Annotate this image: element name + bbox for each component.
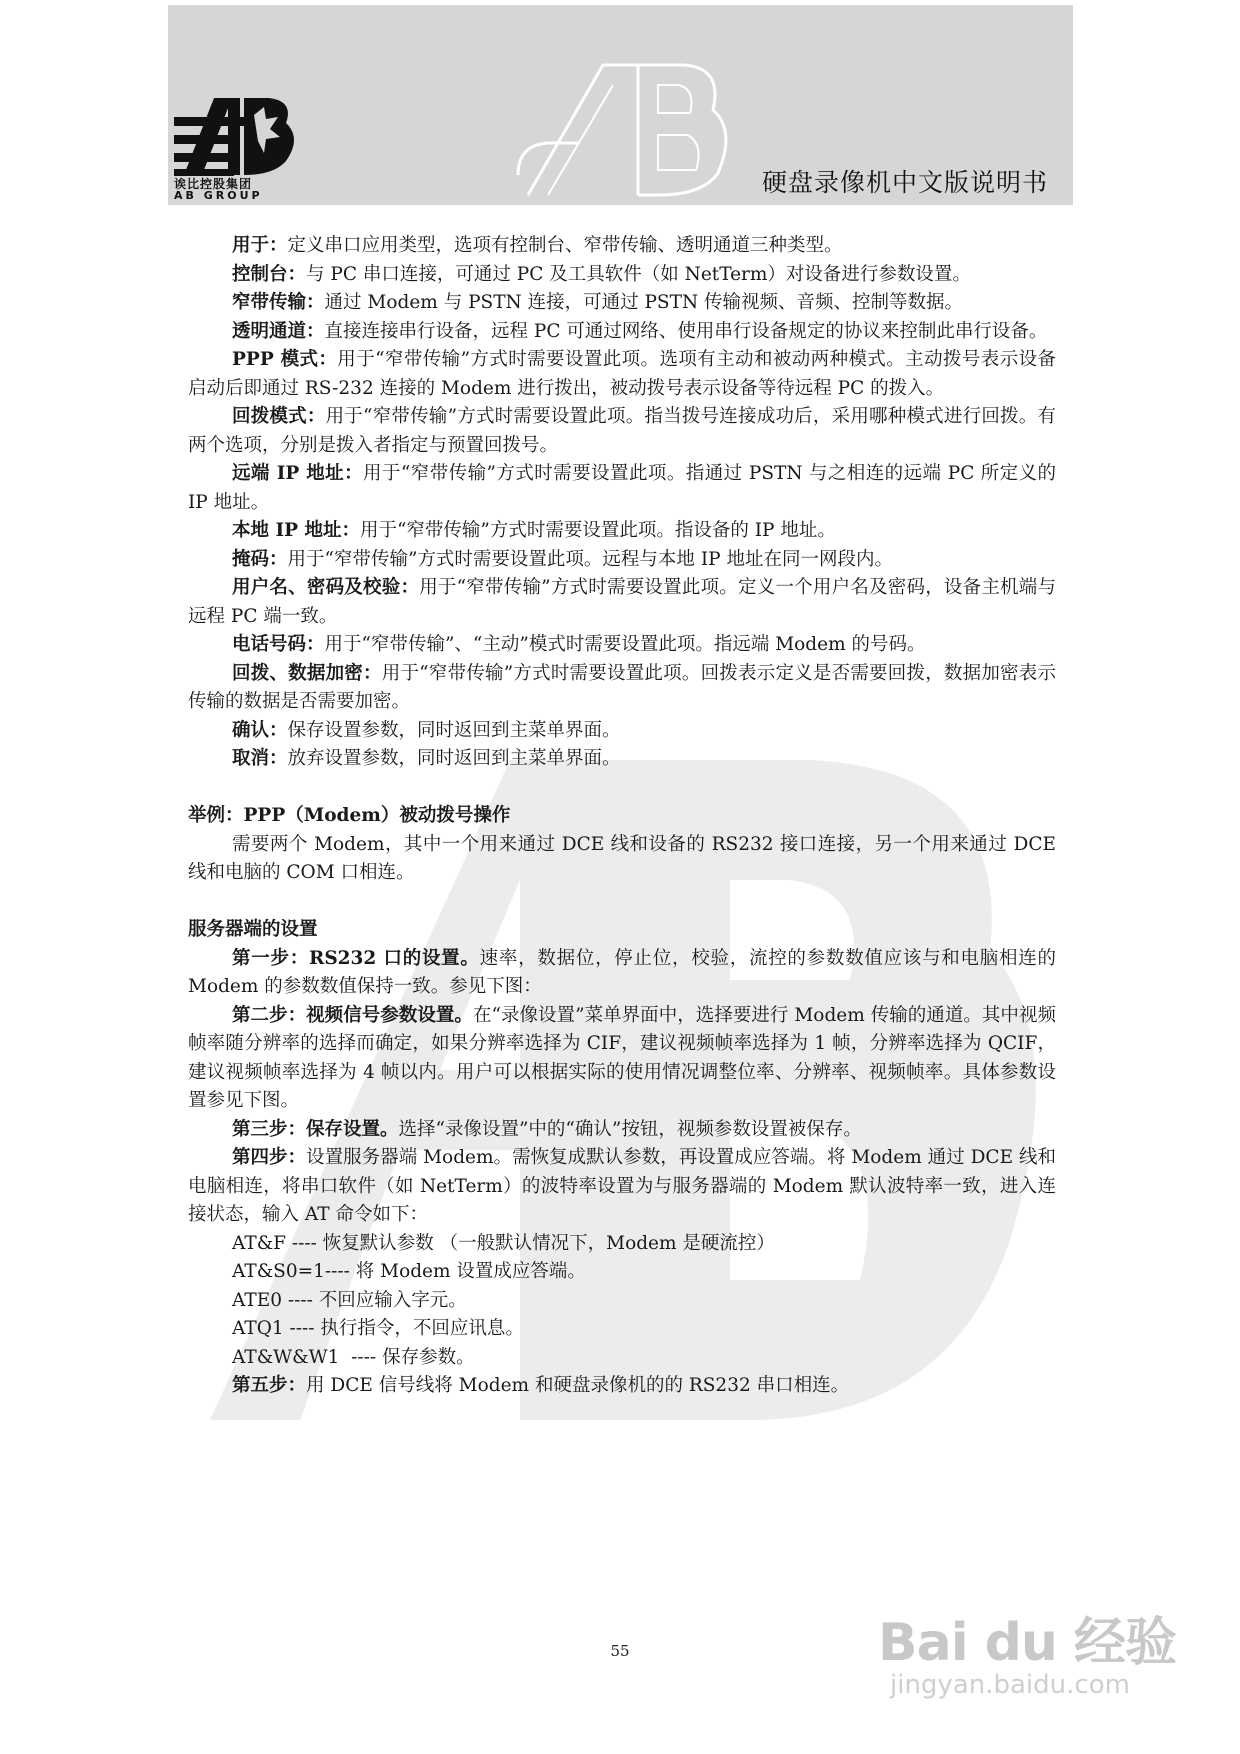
paragraph-label: 第四步：	[232, 1147, 307, 1168]
paragraph-text: 需要两个 Modem，其中一个用来通过 DCE 线和设备的 RS232 接口连接，另一个用来通过 DCE 线和电脑的 COM 口相连。	[188, 833, 1056, 883]
paragraph-text: 用于“窄带传输”方式时需要设置此项。指通过 PSTN 与之相连的远端 PC 所定义的 IP 地址。	[188, 463, 1056, 513]
paragraph-text: 直接连接串行设备，远程 PC 可通过网络、使用串行设备规定的协议来控制此串行设备。	[324, 320, 1048, 342]
logo-english-name: AB GROUP	[174, 189, 263, 202]
paragraph	[188, 261, 1056, 290]
logo-chinese-name: 诶比控股集团	[174, 177, 253, 191]
page-number: 55	[610, 1642, 630, 1660]
paragraph-label: 取消：	[232, 748, 288, 769]
paragraph-text: 用于“窄带传输”方式时需要设置此项。远程与本地 IP 地址在同一网段内。	[287, 548, 893, 570]
paragraph	[188, 232, 1056, 261]
paragraph	[188, 717, 1056, 746]
paragraph	[188, 1002, 1056, 1116]
paragraph-text: 速率，数据位，停止位，校验，流控的参数数值应该与和电脑相连的 Modem 的参数数值保持一致。参见下图：	[188, 947, 1056, 997]
paragraph-text: 与 PC 串口连接，可通过 PC 及工具软件（如 NetTerm）对设备进行参数设置。	[306, 263, 971, 285]
paragraph-text: 用于“窄带传输”方式时需要设置此项。指设备的 IP 地址。	[359, 520, 836, 541]
paragraph-text: 用于“窄带传输”方式时需要设置此项。选项有主动和被动两种模式。主动拨号表示设备启动后即通过 RS-232 连接的 Modem 进行拨出，被动拨号表示设备等待远程 PC 的拨入。	[188, 349, 1056, 399]
page-header	[168, 5, 1073, 205]
paragraph-text: 通过 Modem 与 PSTN 连接，可通过 PSTN 传输视频、音频、控制等数据。	[324, 292, 964, 313]
paragraph-label: 用户名、密码及校验：	[232, 577, 420, 598]
paragraph-label: 用于：	[232, 235, 288, 256]
paragraph-text: 用于“窄带传输”方式时需要设置此项。回拨表示定义是否需要回拨，数据加密表示传输的数据是否需要加密。	[188, 662, 1056, 712]
paragraph	[188, 745, 1056, 774]
paragraph-label: 第五步：	[232, 1375, 307, 1396]
paragraph-label: 第二步：视频信号参数设置。	[232, 1004, 473, 1026]
baidu-jingyan-watermark	[878, 1600, 1176, 1700]
paragraph	[188, 660, 1056, 717]
paragraph-text: 选择“录像设置”中的“确认”按钮，视频参数设置被保存。	[398, 1118, 862, 1140]
watermark-brand: Bai du 经验	[878, 1613, 1176, 1673]
paragraph	[188, 403, 1056, 460]
paragraph	[188, 1372, 1056, 1401]
paragraph-label: PPP 模式：	[232, 349, 338, 370]
paragraph	[188, 1144, 1056, 1230]
paragraph-gap	[188, 888, 1056, 917]
paragraph-label: 本地 IP 地址：	[232, 520, 360, 541]
at-command-line: ATE0 ---- 不回应输入字元。	[232, 1289, 467, 1311]
paragraph-text: 在“录像设置”菜单界面中，选择要进行 Modem 传输的通道。其中视频帧率随分辨率的选择而确定，如果分辨率选择为 CIF，建议视频帧率选择为 1 帧，分辨率选择为 QCIF，建议视频帧率选择为 4 帧以内。用户可以根据实际的使用情况调整位率、分辨率、视频帧率。具体参数设置参见下图。	[188, 1004, 1056, 1111]
paragraph	[188, 289, 1056, 318]
paragraph-label: 第一步：RS232 口的设置。	[232, 947, 480, 969]
paragraph-text: 用于“窄带传输”方式时需要设置此项。指当拨号连接成功后，采用哪种模式进行回拨。有两个选项，分别是拨入者指定与预置回拨号。	[188, 406, 1056, 456]
at-command-line: ATQ1 ---- 执行指令，不回应讯息。	[232, 1318, 524, 1339]
paragraph	[188, 460, 1056, 517]
paragraph	[188, 346, 1056, 403]
paragraph-label: 第三步：保存设置。	[232, 1118, 399, 1140]
paragraph	[188, 517, 1056, 546]
paragraph-text: 保存设置参数，同时返回到主菜单界面。	[287, 719, 621, 741]
paragraph	[188, 546, 1056, 575]
paragraph	[188, 574, 1056, 631]
paragraph-label: 回拨模式：	[232, 406, 326, 427]
paragraph	[188, 945, 1056, 1002]
paragraph-label: 电话号码：	[232, 634, 325, 655]
at-command-line: AT&S0=1---- 将 Modem 设置成应答端。	[232, 1261, 586, 1282]
paragraph-label: 透明通道：	[232, 320, 325, 342]
document-body	[188, 232, 1056, 1401]
paragraph	[188, 631, 1056, 660]
header-title: 硬盘录像机中文版说明书	[761, 168, 1048, 197]
section-heading: 服务器端的设置	[188, 919, 318, 940]
paragraph-label: 回拨、数据加密：	[232, 662, 382, 684]
paragraph-label: 控制台：	[232, 263, 307, 285]
paragraph-text: 设置服务器端 Modem。需恢复成默认参数，再设置成应答端。将 Modem 通过 DCE 线和电脑相连，将串口软件（如 NetTerm）的波特率设置为与服务器端的 Modem 默认波特率一致，进入连接状态，输入 AT 命令如下：	[188, 1147, 1056, 1225]
paragraph-text: 定义串口应用类型，选项有控制台、窄带传输、透明通道三种类型。	[287, 235, 843, 256]
paragraph-label: 确认：	[232, 719, 288, 741]
watermark-url: jingyan.baidu.com	[890, 1670, 1130, 1700]
section-heading: 举例：PPP（Modem）被动拨号操作	[188, 805, 511, 826]
paragraph-text: 用于“窄带传输”方式时需要设置此项。定义一个用户名及密码，设备主机端与远程 PC 端一致。	[188, 577, 1056, 627]
paragraph-text: 放弃设置参数，同时返回到主菜单界面。	[287, 748, 621, 769]
paragraph	[188, 831, 1056, 888]
ab-outline-logo	[508, 55, 738, 205]
paragraph-text: 用 DCE 信号线将 Modem 和硬盘录像机的的 RS232 串口相连。	[306, 1375, 850, 1396]
paragraph-label: 掩码：	[232, 548, 288, 570]
at-command-line: AT&F ---- 恢复默认参数 （一般默认情况下，Modem 是硬流控）	[232, 1232, 775, 1254]
paragraph-label: 远端 IP 地址：	[232, 463, 364, 484]
at-command-line: AT&W&W1 ---- 保存参数。	[232, 1346, 475, 1368]
paragraph	[188, 318, 1056, 347]
paragraph	[188, 1116, 1056, 1145]
paragraph-label: 窄带传输：	[232, 292, 325, 313]
paragraph-gap	[188, 774, 1056, 803]
paragraph-text: 用于“窄带传输”、“主动”模式时需要设置此项。指远端 Modem 的号码。	[324, 634, 926, 655]
